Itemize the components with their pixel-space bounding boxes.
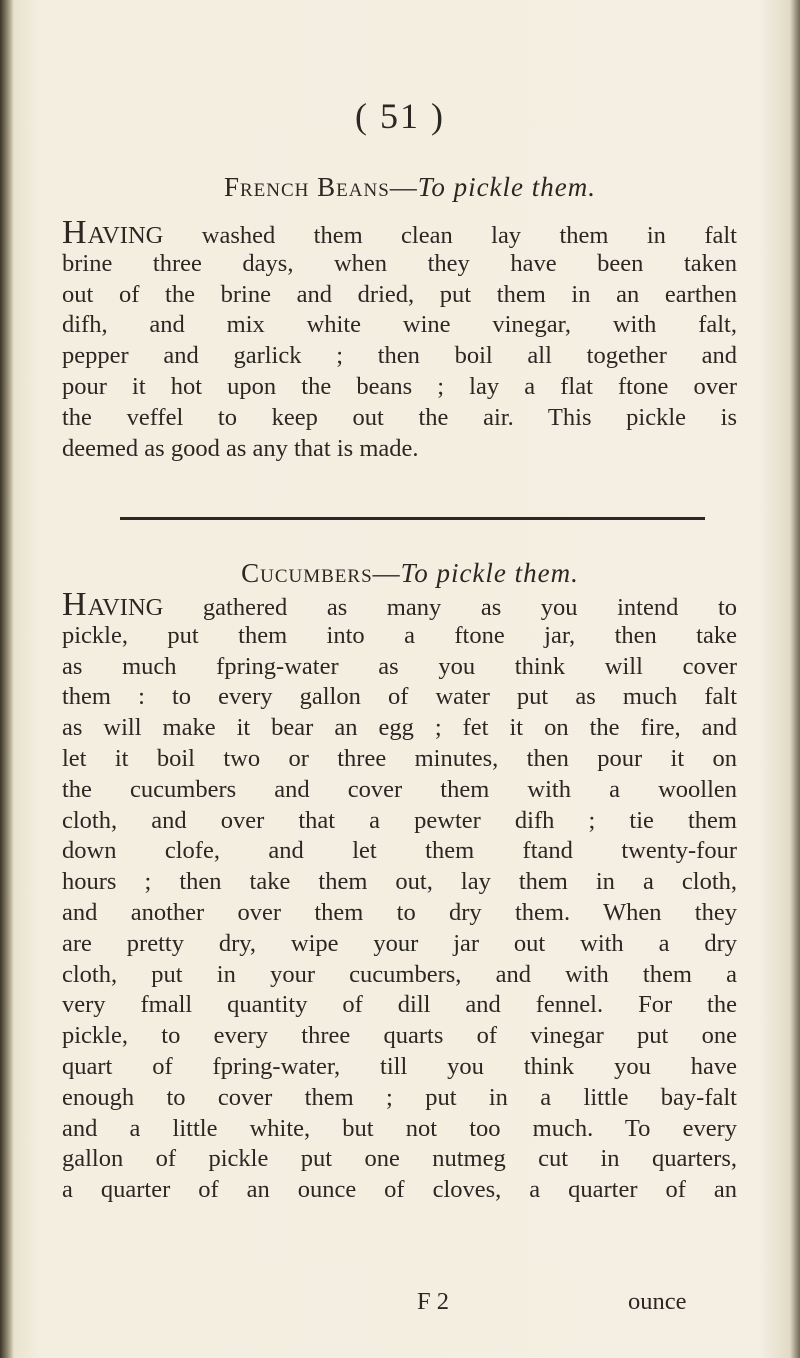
- drop-cap: H: [62, 586, 88, 623]
- page-binding-shadow: [0, 0, 14, 1358]
- text-line: as will make it bear an egg ; fet it on the fire, and: [62, 714, 737, 742]
- text-line: enough to cover them ; put in a little bay-falt: [62, 1083, 737, 1111]
- signature-mark: F 2: [417, 1288, 450, 1315]
- text-line: them : to every gallon of water put as much falt: [62, 683, 737, 711]
- page-edge-shadow: [790, 0, 800, 1358]
- text-line: cloth, put in your cucumbers, and with them a: [62, 960, 737, 988]
- text-line: are pretty dry, wipe your jar out with a dry: [62, 929, 737, 957]
- title-dash: —: [372, 558, 401, 588]
- text-line: and another over them to dry them. When they: [62, 898, 737, 926]
- text-line: and a little white, but not too much. To every: [62, 1114, 737, 1142]
- recipe-text-cucumbers: [62, 586, 737, 1206]
- page-number: ( 51 ): [355, 96, 445, 136]
- text-line: hours ; then take them out, lay them in a cloth,: [62, 868, 737, 896]
- title-subtitle: To pickle them.: [417, 172, 597, 202]
- title-subtitle: To pickle them.: [400, 558, 579, 588]
- drop-cap: H: [62, 214, 88, 251]
- text-line: difh, and mix white wine vinegar, with falt,: [62, 311, 737, 339]
- catchword: ounce: [628, 1288, 687, 1315]
- text-line: gallon of pickle put one nutmeg cut in quarters,: [62, 1145, 737, 1173]
- text-line: pepper and garlick ; then boil all together and: [62, 342, 737, 370]
- title-dash: —: [389, 172, 418, 202]
- text-line: pickle, to every three quarts of vinegar put one: [62, 1022, 737, 1050]
- text-line: HAVING washed them clean lay them in falt: [62, 214, 737, 251]
- text-line: as much fpring-water as you think will cover: [62, 652, 737, 680]
- text-line: HAVING gathered as many as you intend to: [62, 586, 737, 623]
- text-line: brine three days, when they have been taken: [62, 249, 737, 277]
- text-line: the cucumbers and cover them with a woollen: [62, 775, 737, 803]
- title-main: French Beans: [223, 172, 390, 202]
- text-line: pour it hot upon the beans ; lay a flat ftone over: [62, 372, 737, 400]
- recipe-title-french-beans: [80, 172, 740, 203]
- text-line: cloth, and over that a pewter difh ; tie them: [62, 806, 737, 834]
- text-line: down clofe, and let them ftand twenty-four: [62, 837, 737, 865]
- text-line: deemed as good as any that is made.: [62, 434, 419, 462]
- text-line: very fmall quantity of dill and fennel. For the: [62, 991, 737, 1019]
- title-main: Cucumbers: [241, 558, 373, 588]
- text-line: quart of fpring-water, till you think you have: [62, 1052, 737, 1080]
- recipe-text-french-beans: [62, 214, 737, 464]
- text-line: the veffel to keep out the air. This pickle is: [62, 403, 737, 431]
- recipe-title-cucumbers: [80, 558, 740, 589]
- text-line: out of the brine and dried, put them in an earthen: [62, 280, 737, 308]
- text-line: let it boil two or three minutes, then pour it on: [62, 744, 737, 772]
- section-divider-rule: [120, 517, 705, 520]
- text-line: pickle, put them into a ftone jar, then take: [62, 621, 737, 649]
- text-line: a quarter of an ounce of cloves, a quarter of an: [62, 1176, 737, 1204]
